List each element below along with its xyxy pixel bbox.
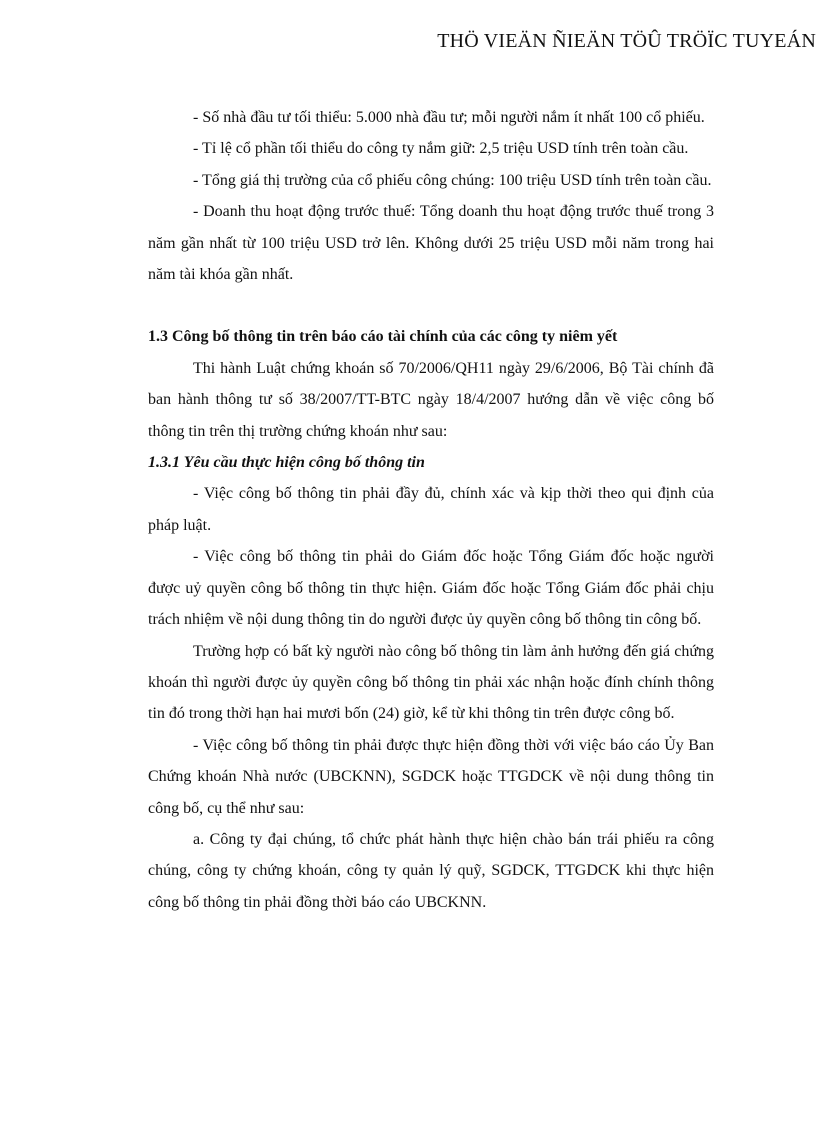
- section-heading: 1.3 Công bố thông tin trên báo cáo tài chính của các công ty niêm yết: [148, 328, 618, 346]
- paragraph-min-investors: - Số nhà đầu tư tối thiểu: 5.000 nhà đầu tư; mỗi người nắm ít nhất 100 cổ phiếu.: [193, 109, 705, 126]
- section-intro: Thi hành Luật chứng khoán số 70/2006/QH11 ngày 29/6/2006, Bộ Tài chính đã ban hành thông tư số 38/2007/TT-BTC ngày 18/4/2007 hướng dẫn về việc công bố thông tin trên thị trường chứng khoán như sau:: [148, 359, 714, 440]
- subsection-heading: 1.3.1 Yêu cầu thực hiện công bố thông tin: [148, 454, 425, 472]
- requirement-item: - Việc công bố thông tin phải được thực hiện đồng thời với việc báo cáo Ủy Ban Chứng khoán Nhà nước (UBCKNN), SGDCK hoặc TTGDCK về nội dung thông tin công bố, cụ thể như sau:: [148, 736, 714, 817]
- paragraph-market-value: - Tổng giá thị trường của cổ phiếu công chúng: 100 triệu USD tính trên toàn cầu.: [193, 171, 712, 189]
- requirement-item: - Việc công bố thông tin phải do Giám đốc hoặc Tổng Giám đốc hoặc người được uỷ quyền công bố thông tin thực hiện. Giám đốc hoặc Tổng Giám đốc phải chịu trách nhiệm về nội dung thông tin do người được ủy quyền công bố thông tin công bố.: [148, 548, 714, 629]
- document-body: [148, 102, 714, 918]
- requirement-item: Trường hợp có bất kỳ người nào công bố thông tin làm ảnh hưởng đến giá chứng khoán thì người được ủy quyền công bố thông tin phải xác nhận hoặc đính chính thông tin đó trong thời hạn hai mươi bốn (24) giờ, kể từ khi thông tin trên được công bố.: [148, 642, 714, 723]
- page-header-title: THÖ VIEÄN ÑIEÄN TÖÛ TRÖÏC TUYEÁN: [437, 30, 816, 52]
- requirement-item: - Việc công bố thông tin phải đầy đủ, chính xác và kịp thời theo qui định của pháp luật.: [148, 485, 714, 534]
- paragraph-min-shares-ratio: - Tỉ lệ cổ phần tối thiểu do công ty nắm giữ: 2,5 triệu USD tính trên toàn cầu.: [193, 140, 689, 158]
- requirement-item: a. Công ty đại chúng, tổ chức phát hành thực hiện chào bán trái phiếu ra công chúng, công ty chứng khoán, công ty quản lý quỹ, SGDCK, TTGDCK khi thực hiện công bố thông tin phải đồng thời báo cáo UBCKNN.: [148, 830, 714, 911]
- paragraph-revenue: - Doanh thu hoạt động trước thuế: Tổng doanh thu hoạt động trước thuế trong 3 năm gần nhất từ 100 triệu USD trở lên. Không dưới 25 triệu USD mỗi năm trong hai năm tài khóa gần nhất.: [148, 203, 714, 284]
